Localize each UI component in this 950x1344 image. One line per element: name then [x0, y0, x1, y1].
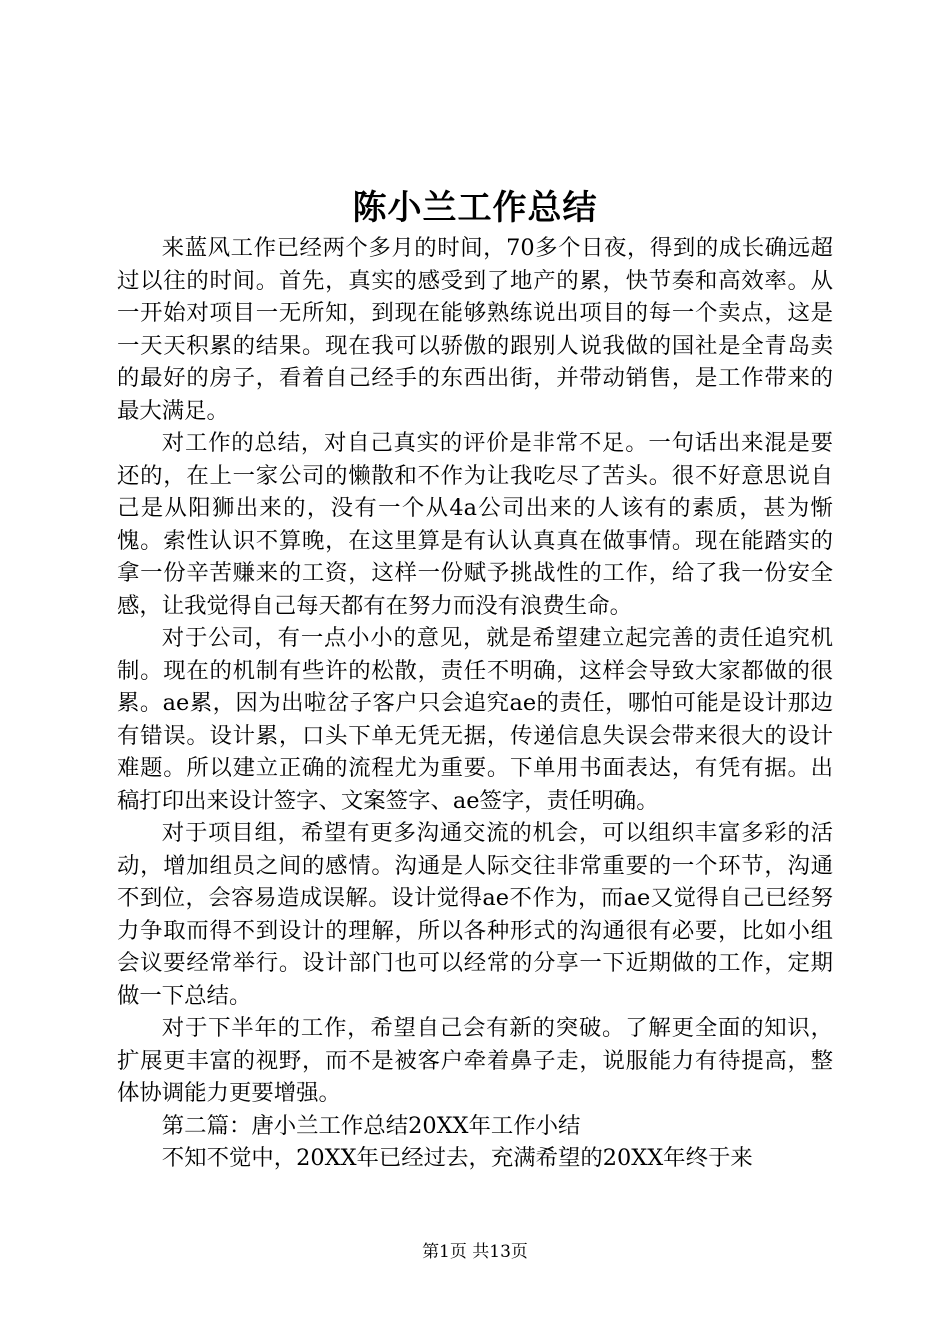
paragraph-3: 对于公司，有一点小小的意见，就是希望建立起完善的责任追究机制。现在的机制有些许的松散，责任不明确，这样会导致大家都做的很累。ae累，因为出啦岔子客户只会追究ae的责任，哪怕可能是设计那边有错误。设计累，口头下单无凭无据，传递信息失误会带来很大的设计难题。所以建立正确的流程尤为重要。下单用书面表达，有凭有据。出稿打印出来设计签字、文案签字、ae签字，责任明确。 — [117, 625, 833, 814]
paragraph-1: 来蓝风工作已经两个多月的时间，70多个日夜，得到的成长确远超过以往的时间。首先，真实的感受到了地产的累，快节奏和高效率。从一开始对项目一无所知，到现在能够熟练说出项目的每一个卖点，这是一天天积累的结果。现在我可以骄傲的跟别人说我做的国社是全青岛卖的最好的房子，看着自己经手的东西出街，并带动销售，是工作带来的最大满足。 — [117, 235, 833, 424]
document-title: 陈小兰工作总结 — [352, 188, 598, 228]
paragraph-4: 对于项目组，希望有更多沟通交流的机会，可以组织丰富多彩的活动，增加组员之间的感情。沟通是人际交往非常重要的一个环节，沟通不到位，会容易造成误解。设计觉得ae不作为，而ae又觉得自己已经努力争取而得不到设计的理解，所以各种形式的沟通很有必要，比如小组会议要经常举行。设计部门也可以经常的分享一下近期做的工作，定期做一下总结。 — [117, 820, 833, 1009]
page-footer: 第1页 共13页 — [422, 1242, 528, 1262]
section-heading-2: 第二篇：唐小兰工作总结20XX年工作小结 — [161, 1112, 581, 1139]
paragraph-2: 对工作的总结，对自己真实的评价是非常不足。一句话出来混是要还的，在上一家公司的懒散和不作为让我吃尽了苦头。很不好意思说自己是从阳狮出来的，没有一个从4a公司出来的人该有的素质，甚为惭愧。索性认识不算晚，在这里算是有认认真真在做事情。现在能踏实的拿一份辛苦赚来的工资，这样一份赋予挑战性的工作，给了我一份安全感，让我觉得自己每天都有在努力而没有浪费生命。 — [117, 430, 833, 619]
document-body — [117, 232, 833, 1175]
paragraph-6: 不知不觉中，20XX年已经过去，充满希望的20XX年终于来 — [161, 1145, 753, 1171]
paragraph-5: 对于下半年的工作，希望自己会有新的突破。了解更全面的知识，扩展更丰富的视野，而不是被客户牵着鼻子走，说服能力有待提高，整体协调能力更要增强。 — [117, 1015, 833, 1106]
